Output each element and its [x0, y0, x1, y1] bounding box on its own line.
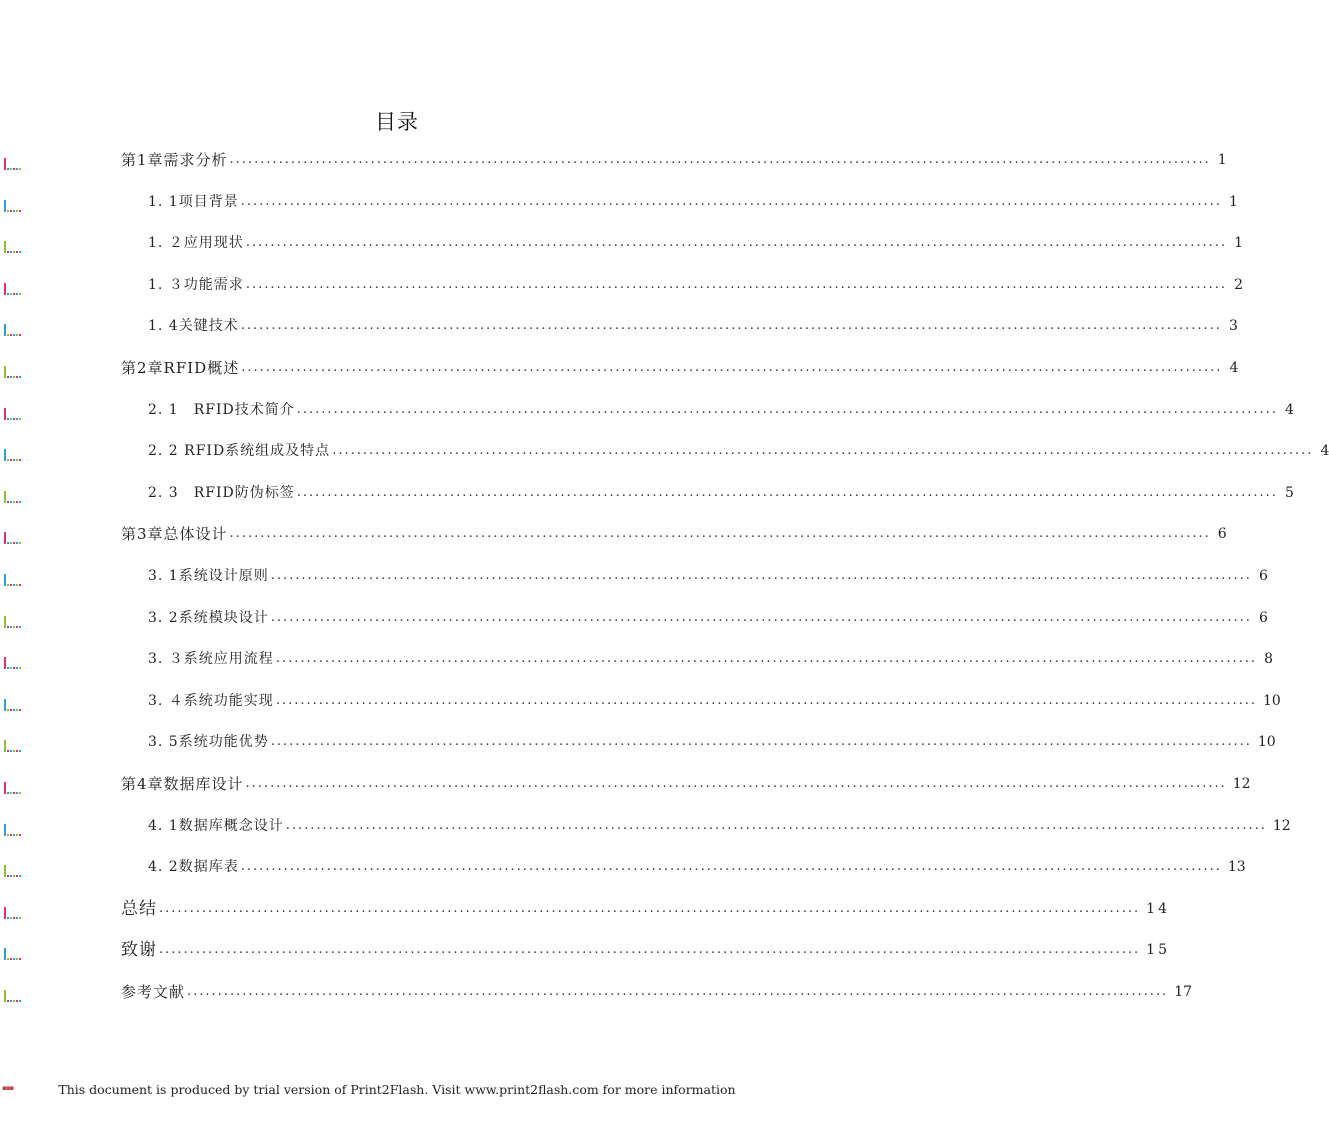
toc-entry[interactable] [148, 730, 1276, 754]
link-marker-icon [4, 988, 24, 1002]
link-marker-icon [4, 198, 24, 212]
toc-entry[interactable] [148, 190, 1238, 214]
toc-entry-label: 第4章数据库设计 [121, 775, 244, 793]
link-marker-icon [4, 905, 24, 919]
toc-leader-dots: ................................................................................................................................................................ [240, 318, 1222, 334]
toc-entry-label: 3. 2系统模块设计 [148, 609, 269, 626]
toc-entry-label: 第1章需求分析 [121, 151, 228, 169]
link-marker-icon [4, 738, 24, 752]
toc-page-number: 17 [1174, 984, 1193, 1000]
toc-page-number: 12 [1232, 776, 1251, 792]
toc-leader-dots: ................................................................................................................................................................ [245, 276, 1227, 292]
toc-entry-label: 2. 2 RFID系统组成及特点 [148, 443, 331, 460]
toc-page-number: 4 [1284, 401, 1294, 418]
toc-page-number: 10 [1262, 692, 1281, 709]
toc-entry-label: 3. ４系统功能实现 [148, 692, 274, 709]
toc-page-number: 14 [1146, 900, 1170, 917]
link-marker-icon [4, 447, 24, 461]
toc-entry[interactable] [148, 439, 1329, 463]
toc-entry[interactable] [121, 522, 1227, 546]
toc-page-number: 5 [1284, 484, 1294, 501]
toc-leader-dots: ................................................................................................................................................................ [240, 193, 1222, 209]
toc-leader-dots: ................................................................................................................................................................ [270, 609, 1252, 625]
toc-leader-dots: ................................................................................................................................................................ [187, 984, 1169, 999]
toc-entry-label: 2. 3 RFID防伪标签 [148, 484, 295, 501]
toc-page-number: 1 [1217, 152, 1227, 168]
link-marker-icon [4, 489, 24, 503]
link-marker-icon [4, 946, 24, 960]
toc-entry[interactable] [121, 772, 1251, 796]
toc-page-number: 10 [1257, 734, 1276, 751]
link-marker-icon [4, 822, 24, 836]
link-marker-icon [4, 239, 24, 253]
toc-leader-dots: ................................................................................................................................................................ [241, 360, 1223, 375]
toc-entry[interactable] [148, 273, 1243, 297]
toc-entry-label: 1. ２应用现状 [148, 235, 244, 252]
toc-leader-dots: ................................................................................................................................................................ [296, 484, 1278, 500]
toc-entry[interactable] [121, 980, 1193, 1004]
toc-entry[interactable] [148, 231, 1243, 255]
toc-leader-dots: ................................................................................................................................................................ [159, 900, 1141, 916]
toc-page-number: 4 [1229, 360, 1239, 376]
toc-leader-dots: ................................................................................................................................................................ [229, 526, 1211, 542]
link-marker-icon [4, 780, 24, 794]
link-marker-icon [4, 281, 24, 295]
link-marker-icon [4, 406, 24, 420]
toc-page-number: 15 [1146, 942, 1170, 959]
toc-entry[interactable] [121, 938, 1170, 962]
toc-page-number: 3 [1228, 318, 1238, 335]
toc-page-number: 6 [1217, 526, 1227, 543]
toc-leader-dots: ................................................................................................................................................................ [275, 692, 1257, 708]
toc-entry-label: 致谢 [121, 940, 157, 961]
toc-entry[interactable] [148, 855, 1246, 879]
toc-entry[interactable] [148, 398, 1294, 422]
link-marker-icon [4, 655, 24, 669]
toc-entry[interactable] [148, 564, 1268, 588]
toc-page-number: 4 [1320, 443, 1329, 460]
toc-leader-dots: ................................................................................................................................................................ [245, 776, 1227, 791]
toc-entry-label: 总结 [121, 898, 157, 919]
toc-entry[interactable] [121, 356, 1239, 380]
toc-leader-dots: ................................................................................................................................................................ [275, 651, 1257, 667]
toc-page-number: 13 [1227, 859, 1246, 876]
toc-entry-label: 第3章总体设计 [121, 525, 228, 544]
toc-entry-label: 4. 1数据库概念设计 [148, 817, 284, 834]
toc-entry-label: 第2章RFID概述 [121, 359, 240, 377]
toc-page-number: 1 [1228, 193, 1238, 210]
toc-entry[interactable] [148, 606, 1268, 630]
toc-entry-label: 1. 1项目背景 [148, 193, 239, 210]
toc-leader-dots: ................................................................................................................................................................ [270, 568, 1252, 583]
link-marker-icon [4, 364, 24, 378]
print2flash-mark-icon: ▪▪▪ [2, 1084, 14, 1092]
link-marker-icon [4, 530, 24, 544]
toc-entry[interactable] [148, 814, 1291, 838]
toc-page-number: 6 [1258, 609, 1268, 626]
toc-page-number: 12 [1272, 817, 1291, 834]
link-marker-icon [4, 156, 24, 170]
toc-entry[interactable] [148, 689, 1281, 713]
toc-entry-label: 1. ３功能需求 [148, 276, 244, 293]
link-marker-icon [4, 572, 24, 586]
toc-leader-dots: ................................................................................................................................................................ [296, 401, 1278, 417]
toc-leader-dots: ................................................................................................................................................................ [285, 817, 1267, 833]
toc-page-number: 2 [1234, 276, 1243, 293]
link-marker-icon [4, 697, 24, 711]
toc-entry-label: 参考文献 [121, 983, 186, 1001]
toc-title: 目录 [375, 110, 419, 134]
toc-leader-dots: ................................................................................................................................................................ [240, 859, 1222, 875]
toc-entry[interactable] [148, 481, 1294, 505]
toc-entry-label: 3. 1系统设计原则 [148, 568, 269, 584]
toc-entry[interactable] [121, 897, 1170, 921]
toc-leader-dots: ................................................................................................................................................................ [229, 152, 1211, 167]
trial-footer-notice: This document is produced by trial version of Print2Flash. Visit www.print2flash.com for more information [58, 1082, 736, 1097]
toc-entry-label: 2. 1 RFID技术简介 [148, 401, 295, 418]
toc-page-number: 1 [1234, 235, 1243, 252]
link-marker-icon [4, 863, 24, 877]
toc-entry-label: 4. 2数据库表 [148, 859, 239, 876]
toc-leader-dots: ................................................................................................................................................................ [270, 734, 1252, 750]
toc-entry[interactable] [148, 314, 1238, 338]
toc-entry-label: 3. ３系统应用流程 [148, 651, 274, 668]
toc-leader-dots: ................................................................................................................................................................ [245, 235, 1227, 251]
toc-entry[interactable] [148, 647, 1273, 671]
toc-entry-label: 1. 4关键技术 [148, 318, 239, 335]
toc-leader-dots: ................................................................................................................................................................ [159, 942, 1141, 958]
link-marker-icon [4, 322, 24, 336]
toc-entry-label: 3. 5系统功能优势 [148, 734, 269, 751]
toc-leader-dots: ................................................................................................................................................................ [332, 443, 1314, 459]
toc-entry[interactable] [121, 148, 1227, 172]
toc-page-number: 6 [1258, 568, 1268, 584]
link-marker-icon [4, 614, 24, 628]
toc-page-number: 8 [1264, 651, 1273, 668]
